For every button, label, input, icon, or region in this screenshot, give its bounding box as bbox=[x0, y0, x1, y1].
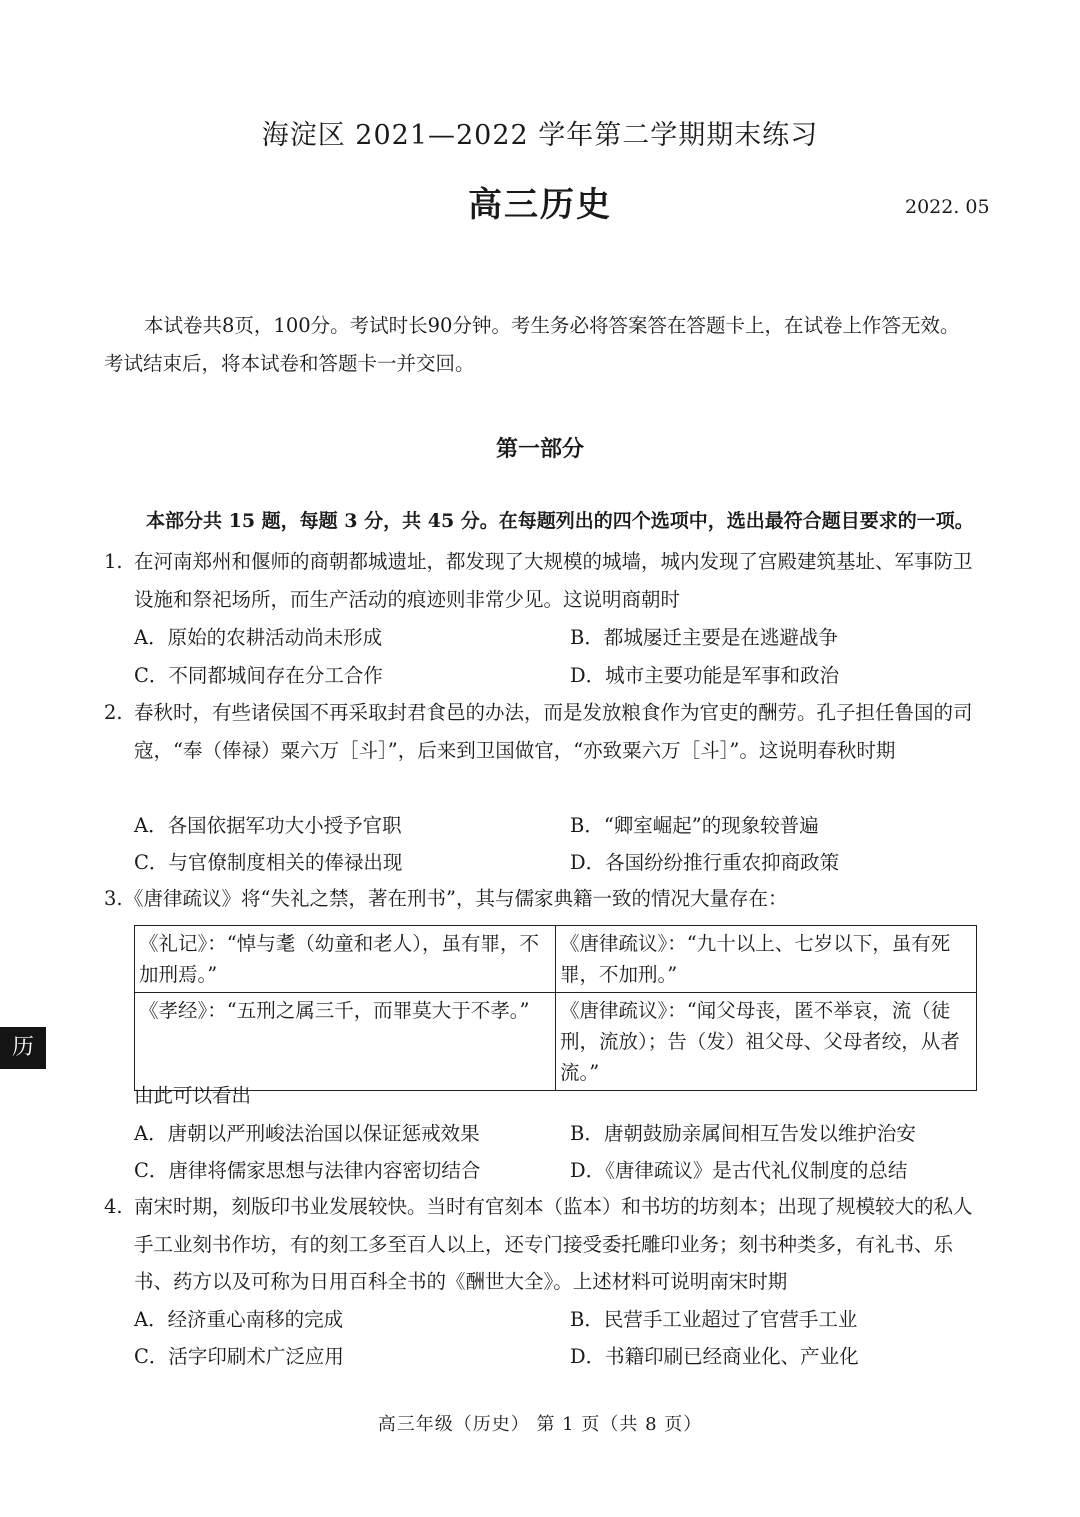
exam-date: 2022. 05 bbox=[905, 196, 990, 218]
q2-option-c: C．与官僚制度相关的俸禄出现 bbox=[134, 851, 403, 874]
table-cell: 《礼记》：“悼与耄（幼童和老人），虽有罪，不加刑焉。” bbox=[135, 926, 556, 993]
q2-option-b: B．“卿室崛起”的现象较普遍 bbox=[570, 814, 819, 837]
q3-option-c: C．唐律将儒家思想与法律内容密切结合 bbox=[134, 1159, 481, 1182]
section-title: 第一部分 bbox=[495, 436, 584, 462]
question-2 bbox=[104, 694, 978, 769]
question-3 bbox=[104, 880, 978, 918]
question-number: 4. bbox=[104, 1195, 123, 1218]
q1-option-c: C．不同都城间存在分工合作 bbox=[134, 664, 383, 687]
comparison-table bbox=[134, 925, 977, 1091]
section-instructions: 本部分共 15 题，每题 3 分，共 45 分。在每题列出的四个选项中，选出最符合题目要求的一项。 bbox=[146, 510, 974, 532]
q4-option-c: C．活字印刷术广泛应用 bbox=[134, 1345, 344, 1368]
table-cell: 《唐律疏议》：“九十以上、七岁以下，虽有死罪，不加刑。” bbox=[556, 926, 977, 993]
question-text: 春秋时，有些诸侯国不再采取封君食邑的办法，而是发放粮食作为官吏的酬劳。孔子担任鲁国的司寇，“奉（俸禄）粟六万［斗］”，后来到卫国做官，“亦致粟六万［斗］”。这说明春秋时期 bbox=[134, 701, 973, 762]
table-row bbox=[135, 926, 977, 993]
page-footer: 高三年级（历史） 第 1 页（共 8 页） bbox=[377, 1414, 703, 1435]
table-row bbox=[135, 993, 977, 1091]
q2-option-a: A．各国依据军功大小授予官职 bbox=[134, 814, 402, 837]
question-number: 1. bbox=[104, 550, 123, 573]
q1-option-d: D．城市主要功能是军事和政治 bbox=[570, 664, 840, 687]
question-text: 南宋时期，刻版印书业发展较快。当时有官刻本（监本）和书坊的坊刻本；出现了规模较大的私人手工业刻书作坊，有的刻工多至百人以上，还专门接受委托雕印业务；刻书种类多，有礼书、乐书、药方以及可称为日用百科全书的《酬世大全》。上述材料可说明南宋时期 bbox=[134, 1195, 973, 1293]
question-1 bbox=[104, 543, 978, 618]
q3-option-a: A．唐朝以严刑峻法治国以保证惩戒效果 bbox=[134, 1122, 480, 1145]
subject-side-tab: 历 bbox=[0, 1027, 46, 1069]
q2-option-d: D．各国纷纷推行重农抑商政策 bbox=[570, 851, 840, 874]
q4-option-b: B．民营手工业超过了官营手工业 bbox=[570, 1308, 858, 1331]
question-number: 3. bbox=[104, 887, 123, 910]
q1-option-b: B．都城屡迁主要是在逃避战争 bbox=[570, 626, 838, 649]
q3-followup: 由此可以看出 bbox=[134, 1084, 252, 1107]
q1-option-a: A．原始的农耕活动尚未形成 bbox=[134, 626, 383, 649]
intro-paragraph: 本试卷共8页，100分。考试时长90分钟。考生务必将答案答在答题卡上，在试卷上作答无效。考试结束后，将本试卷和答题卡一并交回。 bbox=[104, 314, 960, 375]
q3-option-b: B．唐朝鼓励亲属间相互告发以维护治安 bbox=[570, 1122, 916, 1145]
q4-option-d: D．书籍印刷已经商业化、产业化 bbox=[570, 1345, 859, 1368]
question-number: 2. bbox=[104, 701, 123, 724]
table-cell: 《孝经》：“五刑之属三千，而罪莫大于不孝。” bbox=[135, 993, 556, 1091]
table-cell: 《唐律疏议》：“闻父母丧，匿不举哀，流（徒刑，流放）；告（发）祖父母、父母者绞，从者流。” bbox=[556, 993, 977, 1091]
question-4 bbox=[104, 1188, 978, 1301]
exam-subject: 高三历史 bbox=[468, 185, 612, 225]
question-text: 在河南郑州和偃师的商朝都城遗址，都发现了大规模的城墙，城内发现了宫殿建筑基址、军事防卫设施和祭祀场所，而生产活动的痕迹则非常少见。这说明商朝时 bbox=[134, 550, 973, 611]
question-text: 《唐律疏议》将“失礼之禁，著在刑书”，其与儒家典籍一致的情况大量存在： bbox=[124, 887, 788, 910]
q4-option-a: A．经济重心南移的完成 bbox=[134, 1308, 344, 1331]
q3-option-d: D．《唐律疏议》是古代礼仪制度的总结 bbox=[570, 1159, 908, 1182]
exam-title: 海淀区 2021—2022 学年第二学期期末练习 bbox=[261, 120, 819, 151]
